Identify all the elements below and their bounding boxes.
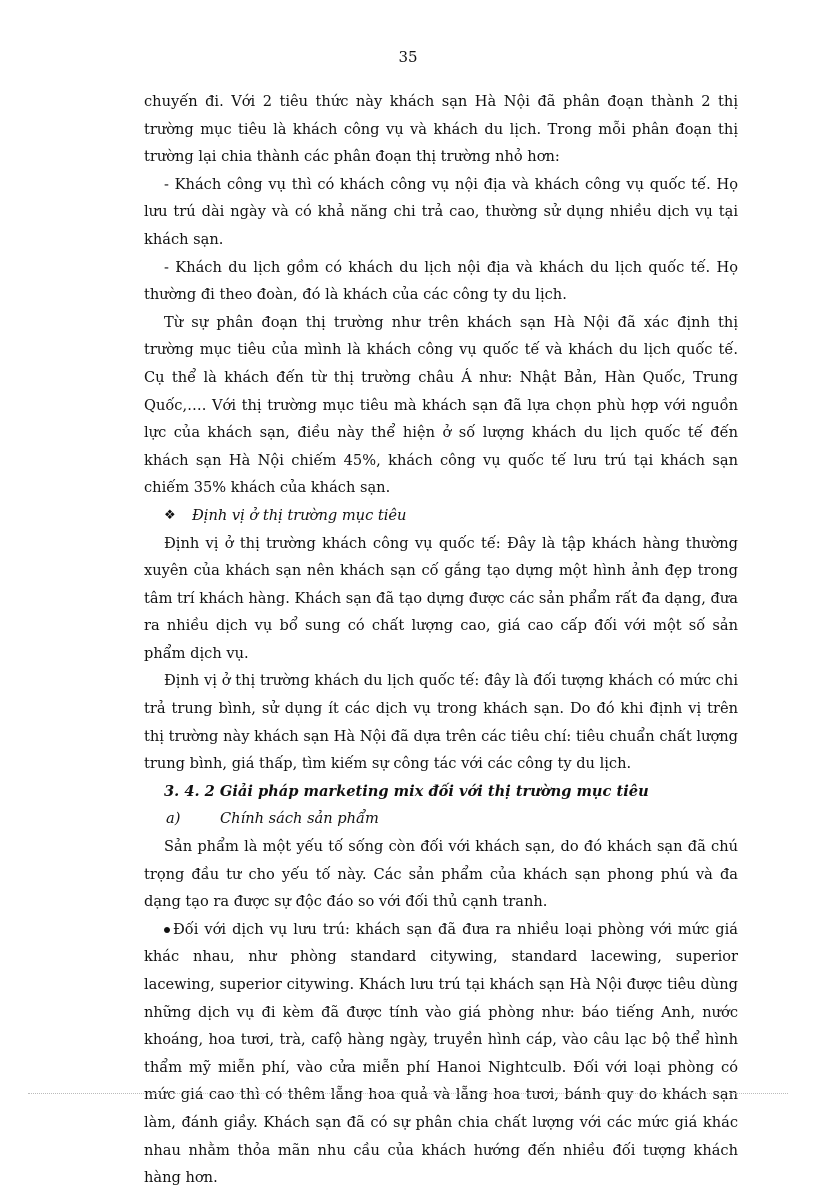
paragraph-target-market: Từ sự phân đoạn thị trường như trên khách sạn Hà Nội đã xác định thị trường mục tiêu của mình là khách công vụ quốc tế và khách du lịch quốc tế. Cụ thể là khách đến từ thị trường châu Á như: Nhật Bản, Hàn Quốc, Trung Quốc,…. Với thị trường mục tiêu mà khách sạn đã lựa chọn phù hợp với nguồn lực của khách sạn, điều này thể hiện ở số lượng khách du lịch quốc tế đến khách sạn Hà Nội chiếm 45%, khách công vụ quốc tế lưu trú tại khách sạn chiếm 35% khách của khách sạn. [144, 313, 738, 497]
bullet-dot-icon [164, 927, 170, 933]
paragraph-product-intro: Sản phẩm là một yếu tố sống còn đối với khách sạn, do đó khách sạn đã chú trọng đầu tư cho yếu tố này. Các sản phẩm của khách sạn phong phú và đa dạng tạo ra được sự độc đáo so với đối thủ cạnh tranh. [144, 838, 738, 911]
paragraph-positioning-business: Định vị ở thị trường khách công vụ quốc tế: Đây là tập khách hàng thường xuyên của khách sạn nên khách sạn cố gắng tạo dựng một hình ảnh đẹp trong tâm trí khách hàng. Khách sạn đã tạo dựng được các sản phẩm rất đa dạng, đưa ra nhiều dịch vụ bổ sung có chất lượng cao, giá cao cấp đối với một số sản phẩm dịch vụ. [144, 534, 738, 662]
subsection-heading [144, 805, 738, 833]
paragraph-accommodation [144, 916, 738, 1192]
page-bottom-divider [28, 1093, 788, 1094]
document-body [144, 88, 738, 1192]
paragraph-positioning-tourist: Định vị ở thị trường khách du lịch quốc tế: đây là đối tượng khách có mức chi trả trung bình, sử dụng ít các dịch vụ trong khách sạn. Do đó khi định vị trên thị trường này khách sạn Hà Nội đã dựa trên các tiêu chí: tiêu chuẩn chất lượng trung bình, giá thấp, tìm kiếm sự công tác với các công ty du lịch. [144, 672, 738, 773]
paragraph-accommodation-text: Đối với dịch vụ lưu trú: khách sạn đã đưa ra nhiều loại phòng với mức giá khác nhau, như phòng standard citywing, standard lacewing, superior lacewing, superior citywing. Khách lưu trú tại khách sạn Hà Nội được tiêu dùng những dịch vụ đi kèm đã được tính vào giá phòng như: báo tiếng Anh, nước khoáng, hoa tươi, trà, cafộ hàng ngày, truyền hình cáp, vào câu lạc bộ thể hình thẩm mỹ miễn phí, vào cửa miễn phí Hanoi Nightculb. Đối với loại phòng có mức giá cao thì có thêm lẵng hoa quả và lẵng hoa tươi, bánh quy do khách sạn làm, đánh giầy. Khách sạn đã có sự phân chia chất lượng với các mức giá khác nhau nhằm thỏa mãn nhu cầu của khách hướng đến nhiều đối tượng khách hàng hơn. [144, 920, 738, 1187]
subsection-title: Chính sách sản phẩm [220, 810, 379, 828]
positioning-heading-text: Định vị ở thị trường mục tiêu [192, 506, 407, 524]
paragraph-tourist-guests: - Khách du lịch gồm có khách du lịch nội địa và khách du lịch quốc tế. Họ thường đi theo đoàn, đó là khách của các công ty du lịch. [144, 258, 738, 304]
paragraph-business-guests: - Khách công vụ thì có khách công vụ nội địa và khách công vụ quốc tế. Họ lưu trú dài ngày và có khả năng chi trả cao, thường sử dụng nhiều dịch vụ tại khách sạn. [144, 175, 738, 248]
positioning-heading [144, 502, 738, 530]
page-number: 35 [398, 48, 418, 66]
paragraph-1: chuyến đi. Với 2 tiêu thức này khách sạn Hà Nội đã phân đoạn thành 2 thị trường mục tiêu là khách công vụ và khách du lịch. Trong mỗi phân đoạn thị trường lại chia thành các phân đoạn thị trường nhỏ hơn: [144, 93, 738, 166]
subsection-label: a) [166, 810, 181, 828]
diamond-bullet-icon: ❖ [164, 507, 176, 523]
section-heading: 3. 4. 2 Giải pháp marketing mix đối với thị trường mục tiêu [164, 782, 649, 800]
